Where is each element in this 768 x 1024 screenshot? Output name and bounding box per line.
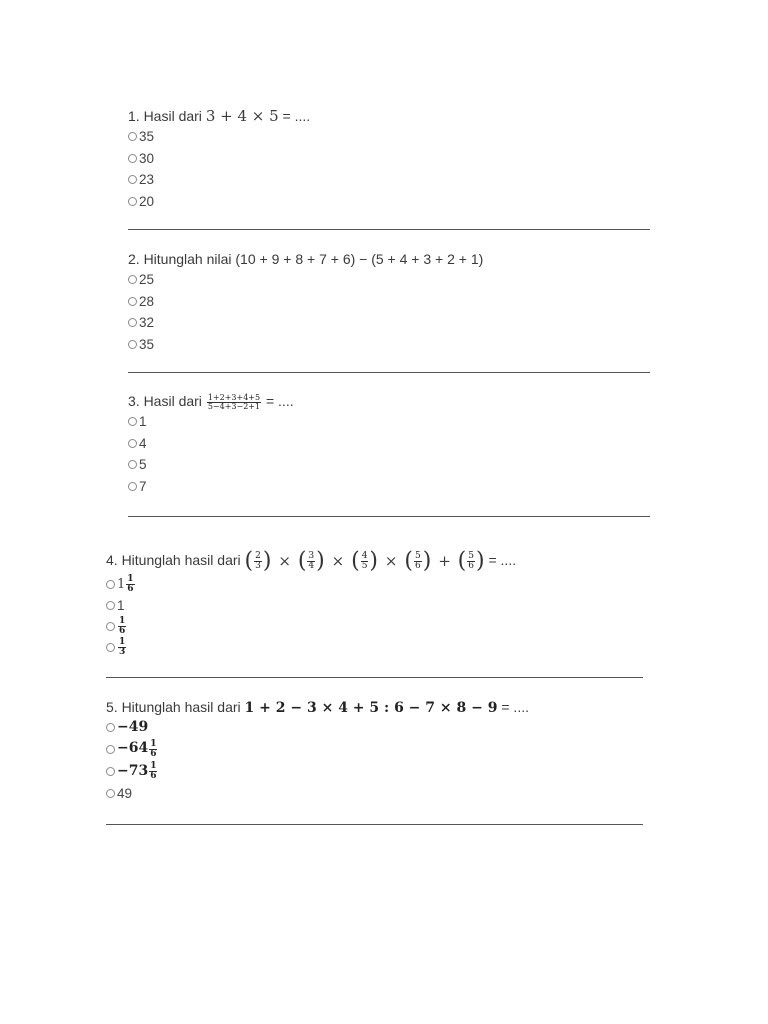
divider (128, 516, 650, 517)
radio-button[interactable] (128, 318, 137, 327)
question-5 (106, 697, 643, 804)
fraction: $\frac{5}{6}$ (468, 550, 474, 571)
option-label: 4 (139, 435, 147, 451)
question-3-option-d[interactable] (128, 476, 650, 498)
question-1-option-b[interactable] (128, 148, 650, 170)
radio-button[interactable] (128, 175, 137, 184)
question-2 (128, 249, 650, 355)
question-3 (128, 391, 650, 497)
radio-button[interactable] (128, 482, 137, 491)
option-label: 5 (139, 457, 147, 472)
option-label: 20 (139, 193, 155, 209)
question-1-option-d[interactable] (128, 191, 650, 213)
divider (128, 372, 650, 373)
radio-button[interactable] (106, 580, 115, 589)
operator: + (438, 552, 451, 571)
question-4-option-d[interactable] (106, 637, 643, 658)
option-fraction: $\frac{1}{6}$ (119, 616, 126, 636)
question-3-option-a[interactable] (128, 411, 650, 433)
option-label: 35 (139, 129, 155, 144)
radio-button[interactable] (106, 622, 115, 631)
radio-button[interactable] (128, 132, 137, 141)
radio-button[interactable] (128, 197, 137, 206)
option-whole: −64 (117, 740, 149, 757)
question-4-suffix: = .... (488, 552, 517, 568)
option-fraction: $\frac{1}{3}$ (119, 637, 126, 657)
fraction: $\frac{2}{3}$ (255, 550, 261, 571)
question-4-option-a[interactable] (106, 574, 643, 595)
question-1-option-a[interactable] (128, 126, 650, 148)
question-2-option-c[interactable] (128, 312, 650, 334)
option-label: −49 (117, 718, 149, 735)
question-5-suffix: = .... (501, 699, 529, 715)
option-label: 35 (139, 336, 155, 352)
fraction: $\frac{5}{6}$ (414, 550, 421, 571)
question-1-expression: 3 + 4 × 5 (205, 107, 279, 125)
operator: × (384, 552, 398, 571)
question-4-option-c[interactable] (106, 616, 643, 637)
option-label: 28 (139, 293, 155, 309)
question-2-option-d[interactable] (128, 334, 650, 356)
radio-button[interactable] (128, 275, 137, 284)
radio-button[interactable] (106, 767, 115, 776)
question-5-prefix: 5. Hitunglah hasil dari (106, 699, 241, 715)
divider (128, 229, 650, 230)
question-3-option-c[interactable] (128, 454, 650, 476)
option-label: 23 (139, 172, 155, 187)
question-4-option-b[interactable] (106, 595, 643, 616)
question-4-text: 4. Hitunglah hasil dari ( $\frac{2}{3}$ ) × ( $\frac{3}{4}$ ) × ( $\frac{4}{5}$ ) × ( $\frac{5}{6}$ ) + ( $\frac{5}{6}$ ) = .... (106, 548, 517, 574)
option-label: 1 (117, 597, 125, 613)
option-label: 25 (139, 272, 155, 287)
question-4-prefix: 4. Hitunglah hasil dari (106, 552, 241, 568)
option-fraction: $\frac{1}{6}$ (150, 738, 157, 759)
radio-button[interactable] (128, 460, 137, 469)
question-5-expression: 1 + 2 − 3 × 4 + 5 : 6 − 7 × 8 − 9 (244, 700, 498, 716)
question-2-option-b[interactable] (128, 291, 650, 313)
option-label: 1 (139, 414, 147, 429)
radio-button[interactable] (106, 601, 115, 610)
radio-button[interactable] (106, 745, 115, 754)
option-label: 30 (139, 150, 155, 166)
question-4 (106, 546, 643, 658)
operator: × (278, 552, 291, 571)
option-whole: −73 (117, 762, 149, 779)
radio-button[interactable] (128, 417, 137, 426)
question-5-option-c[interactable] (106, 760, 643, 783)
question-5-text (106, 697, 643, 717)
question-3-text (128, 391, 650, 411)
question-1-prefix: 1. Hasil dari (128, 108, 202, 124)
fraction: $\frac{4}{5}$ (361, 550, 368, 571)
option-label: 32 (139, 315, 155, 330)
option-fraction: $\frac{1}{6}$ (127, 574, 134, 594)
question-2-option-a[interactable] (128, 269, 650, 291)
question-1-suffix: = .... (282, 108, 311, 124)
fraction: $\frac{3}{4}$ (308, 550, 315, 571)
question-5-option-a[interactable] (106, 717, 643, 738)
fraction-numerator: 1+2+3+4+5 (207, 392, 261, 402)
question-3-fraction (207, 394, 261, 411)
divider (106, 677, 643, 678)
radio-button[interactable] (128, 154, 137, 163)
divider (106, 824, 643, 825)
option-label: 49 (117, 785, 133, 801)
radio-button[interactable] (128, 340, 137, 349)
radio-button[interactable] (106, 789, 115, 798)
radio-button[interactable] (128, 439, 137, 448)
question-3-suffix: = .... (265, 393, 294, 409)
fraction-denominator: 5−4+3−2+1 (207, 401, 261, 411)
question-1 (128, 106, 650, 212)
radio-button[interactable] (128, 297, 137, 306)
question-1-option-c[interactable] (128, 169, 650, 191)
question-5-option-b[interactable] (106, 738, 643, 760)
option-whole: 1 (117, 576, 126, 592)
question-3-prefix: 3. Hasil dari (128, 393, 202, 409)
operator: × (331, 552, 345, 571)
question-2-text: 2. Hitunglah nilai (10 + 9 + 8 + 7 + 6) − (5 + 4 + 3 + 2 + 1) (128, 251, 484, 267)
option-label: 7 (139, 478, 147, 494)
question-1-text (128, 106, 650, 126)
question-5-option-d[interactable] (106, 783, 643, 804)
question-3-option-b[interactable] (128, 433, 650, 455)
radio-button[interactable] (106, 643, 115, 652)
option-fraction: $\frac{1}{6}$ (150, 761, 157, 781)
radio-button[interactable] (106, 723, 115, 732)
